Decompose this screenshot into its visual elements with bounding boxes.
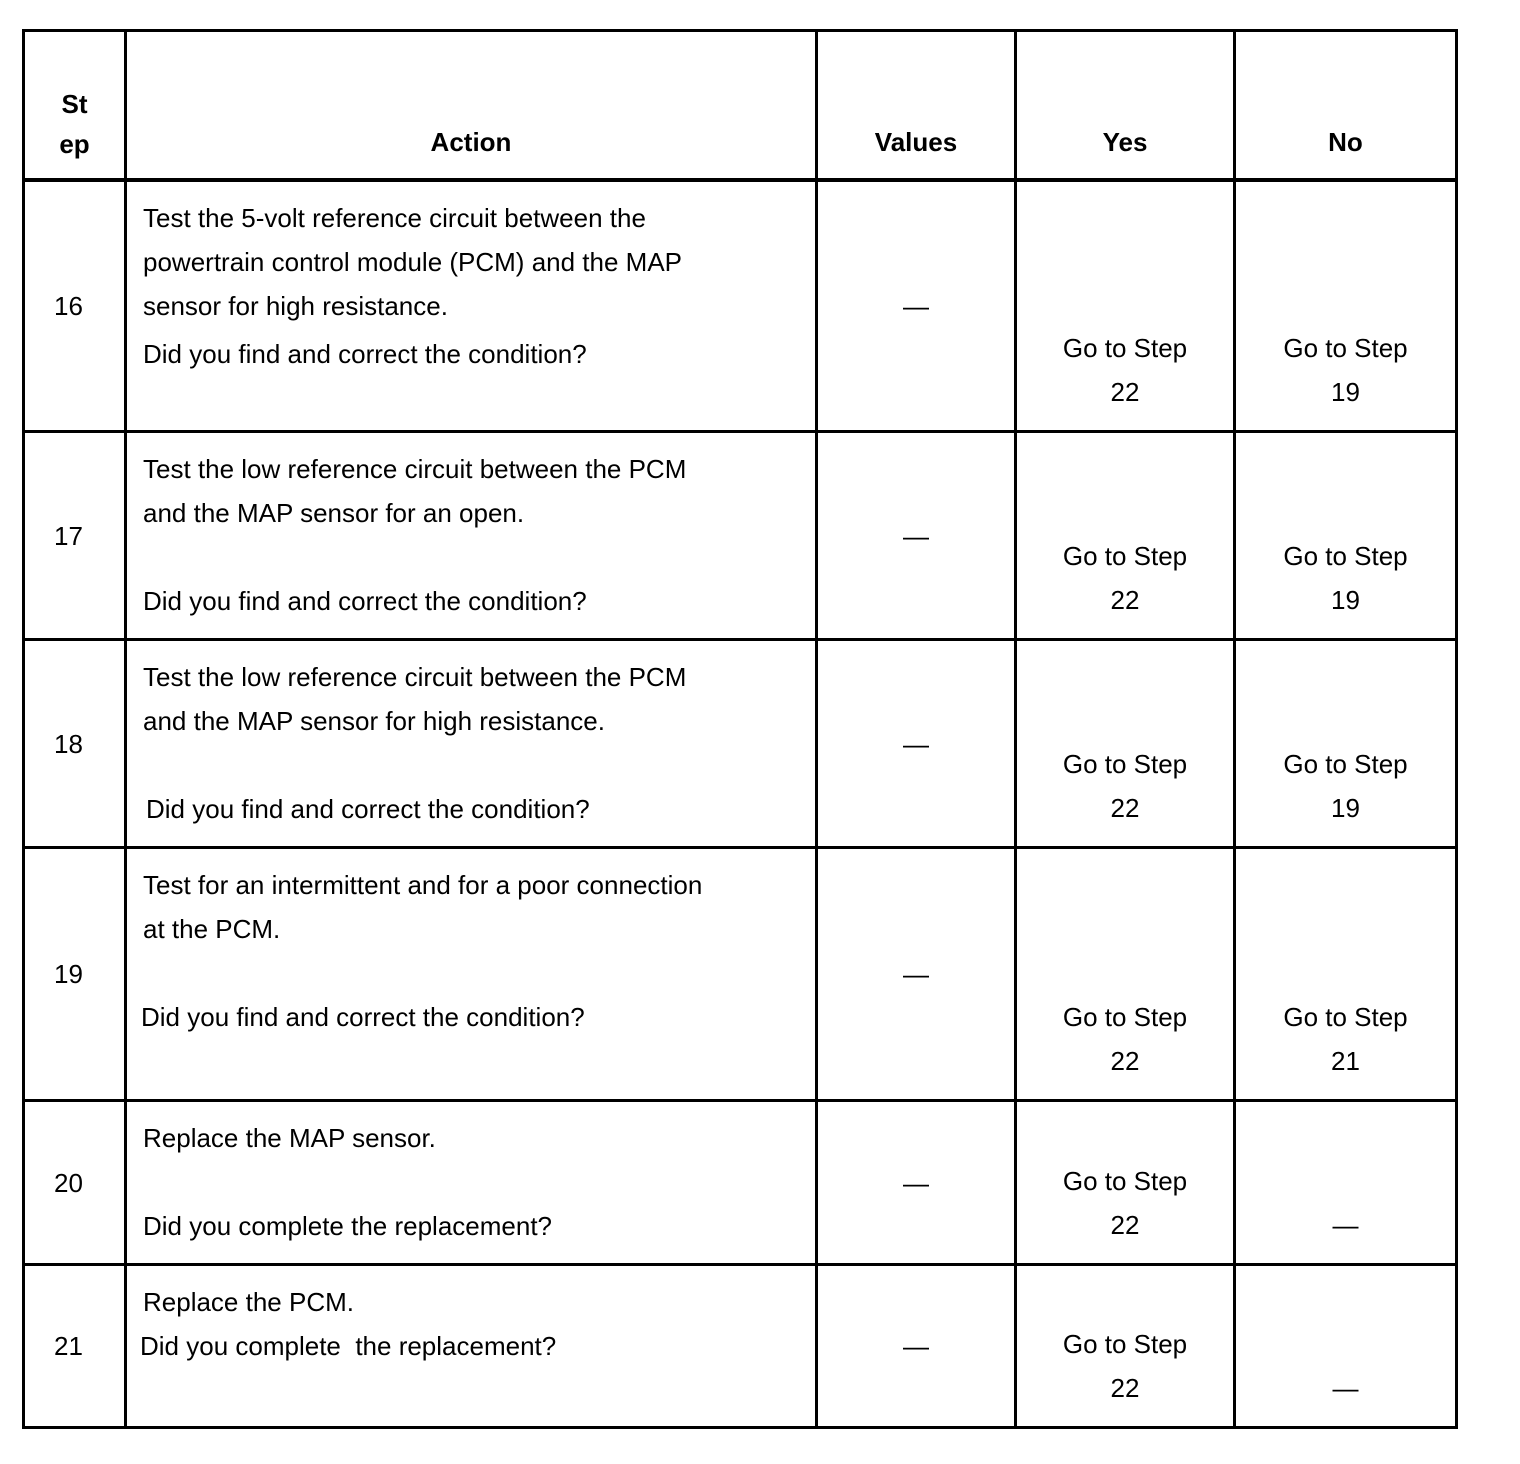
- yes-cell: [1016, 848, 1235, 1101]
- action-text: Replace the PCM.: [143, 1287, 354, 1317]
- no-column-header: No: [1235, 31, 1457, 180]
- action-question: Did you find and correct the condition?: [143, 586, 587, 616]
- yes-goto-label: Go to Step: [1062, 1002, 1188, 1032]
- no-cell: [1235, 1101, 1457, 1265]
- action-text: and the MAP sensor for high resistance.: [143, 706, 605, 736]
- yes-goto-step: 22: [1110, 1373, 1140, 1403]
- step-number: 19: [24, 848, 126, 1101]
- action-cell: [126, 848, 817, 1101]
- step-header-line2: ep: [59, 128, 90, 159]
- yes-goto-label: Go to Step: [1062, 541, 1188, 571]
- table-row: [24, 848, 1457, 1101]
- action-question: Did you complete the replacement?: [140, 1331, 557, 1361]
- action-text: at the PCM.: [143, 914, 281, 944]
- action-cell: [126, 180, 817, 432]
- action-text: and the MAP sensor for an open.: [143, 498, 525, 528]
- table-row: [24, 1101, 1457, 1265]
- table-row: [24, 432, 1457, 640]
- table-row: [24, 640, 1457, 848]
- action-text: Test the low reference circuit between the PCM: [143, 662, 687, 692]
- no-goto-label: Go to Step: [1283, 333, 1408, 363]
- yes-goto-step: 22: [1110, 585, 1140, 615]
- values-cell: —: [817, 1265, 1016, 1428]
- action-text: Test the low reference circuit between the PCM: [143, 454, 687, 484]
- no-cell: [1235, 432, 1457, 640]
- no-goto-label: Go to Step: [1283, 1002, 1408, 1032]
- yes-column-header: Yes: [1016, 31, 1235, 180]
- step-number: 18: [24, 640, 126, 848]
- yes-goto-step: 22: [1110, 1210, 1140, 1240]
- no-goto-label: Go to Step: [1283, 749, 1408, 779]
- step-header-line1: St: [61, 88, 88, 119]
- action-question: Did you find and correct the condition?: [143, 338, 587, 369]
- step-number: 17: [24, 432, 126, 640]
- yes-cell: [1016, 640, 1235, 848]
- action-cell: [126, 1265, 817, 1428]
- no-goto-label: Go to Step: [1283, 541, 1408, 571]
- yes-goto-step: 22: [1110, 1046, 1140, 1076]
- no-goto-step: 19: [1331, 793, 1360, 823]
- action-question: Did you find and correct the condition?: [141, 1002, 585, 1032]
- values-cell: —: [817, 640, 1016, 848]
- action-question: Did you find and correct the condition?: [146, 794, 590, 824]
- yes-goto-step: 22: [1110, 377, 1140, 407]
- yes-goto-label: Go to Step: [1062, 333, 1188, 363]
- yes-goto-label: Go to Step: [1062, 1329, 1188, 1359]
- step-number: 20: [24, 1101, 126, 1265]
- action-text: Replace the MAP sensor.: [143, 1123, 436, 1153]
- step-column-header: [24, 31, 126, 180]
- action-question: Did you complete the replacement?: [143, 1211, 553, 1241]
- table-row: [24, 1265, 1457, 1428]
- yes-goto-step: 22: [1110, 793, 1140, 823]
- yes-cell: [1016, 1101, 1235, 1265]
- no-cell: [1235, 848, 1457, 1101]
- action-cell: [126, 432, 817, 640]
- values-cell: —: [817, 180, 1016, 432]
- yes-cell: [1016, 1265, 1235, 1428]
- values-column-header: Values: [817, 31, 1016, 180]
- yes-cell: [1016, 180, 1235, 432]
- no-cell: [1235, 640, 1457, 848]
- no-goto-step: 21: [1331, 1046, 1360, 1076]
- no-cell: [1235, 1265, 1457, 1428]
- action-text: Test for an intermittent and for a poor connection: [143, 870, 703, 900]
- no-goto-step: 19: [1331, 377, 1360, 407]
- no-goto-step: 19: [1331, 585, 1360, 615]
- action-text: sensor for high resistance.: [143, 290, 448, 321]
- table-row: [24, 180, 1457, 432]
- step-number: 16: [24, 180, 126, 432]
- no-cell: [1235, 180, 1457, 432]
- yes-goto-label: Go to Step: [1062, 1166, 1188, 1196]
- values-cell: —: [817, 848, 1016, 1101]
- action-cell: [126, 640, 817, 848]
- action-text: powertrain control module (PCM) and the MAP: [143, 246, 683, 277]
- table-header-row: [24, 31, 1457, 180]
- values-cell: —: [817, 1101, 1016, 1265]
- values-cell: —: [817, 432, 1016, 640]
- step-number: 21: [24, 1265, 126, 1428]
- action-cell: [126, 1101, 817, 1265]
- diagnostic-steps-table: [22, 29, 1458, 1429]
- no-value: —: [1332, 1373, 1359, 1403]
- action-column-header: Action: [126, 31, 817, 180]
- no-value: —: [1332, 1210, 1359, 1240]
- action-text: Test the 5-volt reference circuit between the: [143, 202, 646, 233]
- yes-cell: [1016, 432, 1235, 640]
- yes-goto-label: Go to Step: [1062, 749, 1188, 779]
